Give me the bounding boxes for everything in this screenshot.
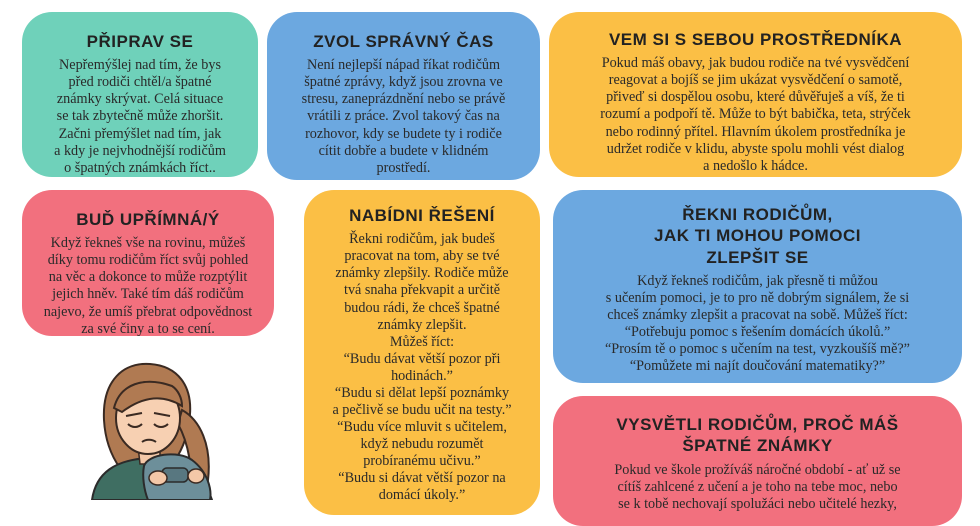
tip-card-prepare xyxy=(22,12,258,177)
tip-title-prepare: PŘIPRAV SE xyxy=(86,32,194,51)
tip-title-explain-why: VYSVĚTLI RODIČŮM, PROČ MÁŠ ŠPATNÉ ZNÁMKY xyxy=(616,415,899,456)
sad-girl-with-backpack-illustration xyxy=(62,350,282,500)
tip-title-be-honest: BUĎ UPŘÍMNÁ/Ý xyxy=(76,210,220,229)
tip-text-explain-why: Pokud ve škole prožíváš náročné období - ať už se cítíš zahlcené z učení a je toho na tebe moc, nebo se k tobě nechovají spolužáci nebo učitelé hezky, xyxy=(614,461,901,512)
tip-card-mediator xyxy=(549,12,962,177)
tip-card-offer-solution xyxy=(304,190,540,515)
tip-text-right-time: Není nejlepší nápad říkat rodičům špatné zprávy, když jsou zrovna ve stresu, zaneprázdnění nebo se právě vrátili z práce. Zvol takový čas na rozhovor, kdy se budete ty i rodiče cítit dobře a budete v klidném prostředí. xyxy=(301,57,506,176)
tip-title-mediator: VEM SI S SEBOU PROSTŘEDNÍKA xyxy=(608,30,903,49)
tip-card-ask-for-help xyxy=(553,190,962,383)
tip-card-explain-why xyxy=(553,396,962,526)
tip-text-prepare: Nepřemýšlej nad tím, že bys před rodiči chtěl/a špatné známky skrývat. Celá situace se tak zbytečně může zhoršit. Začni přemýšlet nad tím, jak a kdy je nejvhodnější rodičům o špatných známkách říct.. xyxy=(54,57,226,176)
tip-title-right-time: ZVOL SPRÁVNÝ ČAS xyxy=(313,32,494,51)
tip-title-offer-solution: NABÍDNI ŘEŠENÍ xyxy=(349,206,495,225)
tip-text-offer-solution: Řekni rodičům, jak budeš pracovat na tom, aby se tvé známky zlepšily. Rodiče může tvá snaha překvapit a určitě budou rádi, že chceš špatné známky zlepšit. Můžeš říct: “Budu dávat větší pozor při hodinách.” “Budu si dělat lepší poznámky a pečlivě se budu učit na testy.” “Budu více mluvit s učitelem, když nebudu rozumět probíranému učivu.” “Budu si dávat větší pozor na domácí úkoly.” xyxy=(332,231,512,503)
tip-card-right-time xyxy=(267,12,540,180)
tip-text-be-honest: Když řekneš vše na rovinu, můžeš díky tomu rodičům říct svůj pohled na věc a dokonce to může rozptýlit jejich hněv. Také tím dáš rodičům najevo, že umíš přebrat odpovědnost za své činy a to se cení. xyxy=(43,235,253,337)
tip-text-ask-for-help: Když řekneš rodičům, jak přesně ti můžou s učením pomoci, je to pro ně dobrým signálem, že si chceš známky zlepšit a pracovat na sobě. Můžeš říct: “Potřebuju pomoc s řešením domácích úkolů.” “Prosím tě o pomoc s učením na test, vyzkoušíš mě?” “Pomůžete mi najít doučování matematiky?” xyxy=(605,272,910,374)
tip-text-mediator: Pokud máš obavy, jak budou rodiče na tvé vysvědčení reagovat a bojíš se jim ukázat vysvědčení o samotě, přiveď si dospělou osobu, které důvěřuješ a víš, že ti rozumí a podpoří tě. Může to být babička, teta, strýček nebo rodinný přítel. Hlavním úkolem prostředníka je udržet rodiče v klidu, abyste spolu mohli vést dialog a nedošlo k hádce. xyxy=(600,55,911,174)
tip-card-be-honest xyxy=(22,190,274,336)
tip-title-ask-for-help: ŘEKNI RODIČŮM, JAK TI MOHOU POMOCI ZLEPŠIT SE xyxy=(654,205,861,267)
